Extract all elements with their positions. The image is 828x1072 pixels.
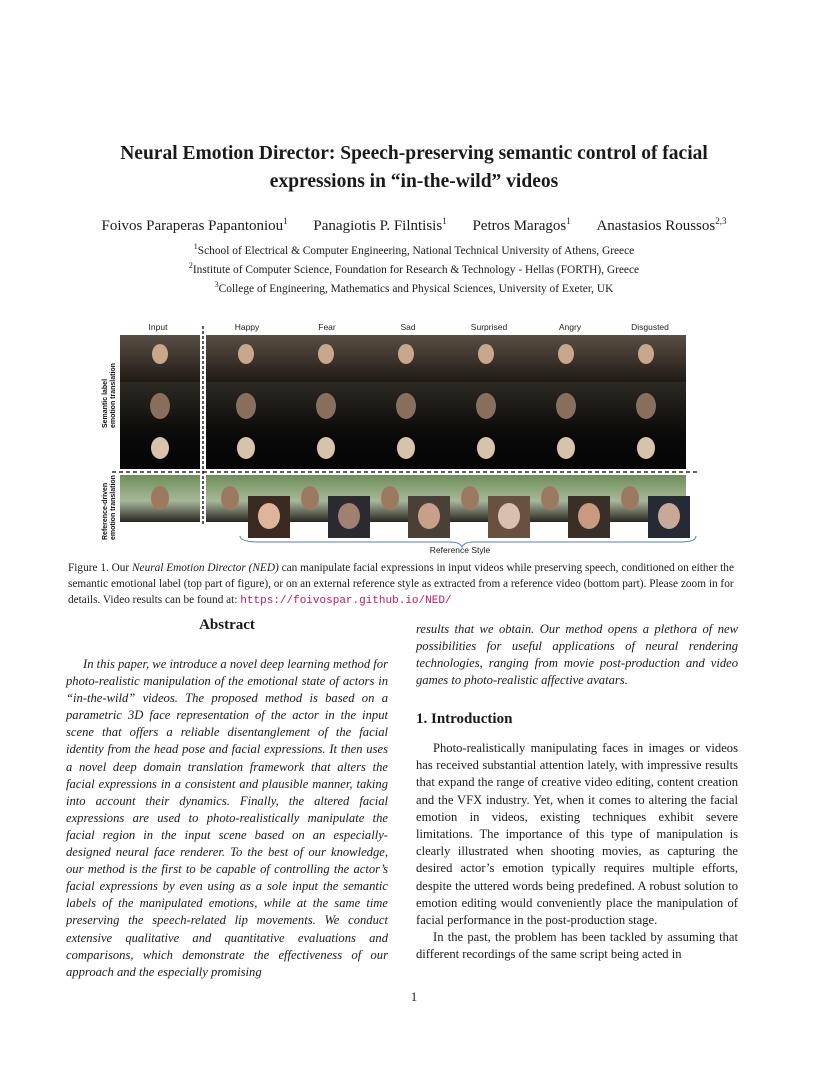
column-label-angry: Angry xyxy=(558,322,582,332)
author: Foivos Paraperas Papantoniou$^1$ xyxy=(101,216,288,234)
column-label-input: Input xyxy=(148,322,168,332)
author-list xyxy=(40,216,788,235)
row-reference-scene xyxy=(120,475,690,538)
introduction-heading: 1. Introduction xyxy=(416,711,513,727)
column-label-disgusted: Disgusted xyxy=(631,322,669,332)
author: Anastasios Roussos$^{2,3}$ xyxy=(596,216,727,234)
intro-paragraph-2: In the past, the problem has been tackled by assuming that different recordings of the same script being acted in xyxy=(416,930,738,962)
page-number: 1 xyxy=(410,990,418,1004)
column-label-sad: Sad xyxy=(400,322,416,332)
figure-caption: Figure 1. Our Neural Emotion Director (NED) can manipulate facial expressions in input videos while preserving speech, conditioned on either the semantic emotional label (top part of figure), or on an external reference style as extracted from a reference video (bottom part). Please zoom in for details. Video results can be found at: https://foivospar.github.io/NED/ xyxy=(68,562,734,607)
row-black-scene xyxy=(120,432,686,469)
row-office-scene xyxy=(120,335,686,382)
row-label-semantic: Semantic label emotion translation xyxy=(102,363,117,428)
intro-paragraph-1: Photo-realistically manipulating faces in images or videos has received substantial attention lately, with impressive results that expand the range of creative video editing, content creation and the VFX industry. Yet, when it comes to altering the facial emotion in videos, existing techniques exhibit severe limitations. The importance of this type of manipulation is clearly illustrated when shooting movies, as capturing the desired actor’s emotion typically requires multiple efforts, despite the uttered words being predefined. A robust solution to emotion editing would conveniently place the manipulation of facial performance in the post-production stage. xyxy=(416,741,738,928)
affiliation: $^3$College of Engineering, Mathematics and Physical Sciences, University of Exeter, UK xyxy=(214,280,614,295)
affiliation: $^1$School of Electrical & Computer Engineering, National Technical University of Athens, Greece xyxy=(193,242,635,257)
affiliation: $^2$Institute of Computer Science, Foundation for Research & Technology - Hellas (FORTH), Greece xyxy=(188,261,640,276)
abstract-continued: results that we obtain. Our method opens a plethora of new possibilities for useful applications of neural rendering technologies, ranging from movie post-production and video games to photo-realistic affective avatars. xyxy=(416,622,738,688)
figure-image-grid xyxy=(100,318,720,558)
paper-title-line-1: Neural Emotion Director: Speech-preserving semantic control of facial xyxy=(120,143,708,164)
abstract-heading: Abstract xyxy=(199,617,255,633)
figure-1 xyxy=(100,318,720,558)
paper-title-line-2: expressions in “in-the-wild” videos xyxy=(269,171,559,192)
author: Petros Maragos$^1$ xyxy=(472,216,571,234)
reference-style-label: Reference Style xyxy=(429,545,491,555)
author: Panagiotis P. Filntisis$^1$ xyxy=(313,216,447,234)
row-label-reference: Reference-driven emotion translation xyxy=(102,475,117,540)
column-label-surprised: Surprised xyxy=(470,322,508,332)
project-url-link[interactable]: https://foivospar.github.io/NED/ xyxy=(240,595,452,607)
abstract-text: In this paper, we introduce a novel deep learning method for photo-realistic manipulation of the emotional state of actors in “in-the-wild” videos. The proposed method is based on a parametric 3D face representation of the actor in the input scene that offers a reliable disentanglement of the facial identity from the head pose and facial expressions. It then uses a novel deep domain translation framework that alters the facial expressions in a consistent and plausible manner, taking into account their dynamics. Finally, the altered facial expressions are used to photo-realistically manipulate the facial region in the input scene based on an especially-designed neural face renderer. To the best of our knowledge, our method is the first to be capable of controlling the actor’s facial expressions by even using as a sole input the semantic labels of the manipulated emotions, while at the same time preserving the speech-related lip movements. We conduct extensive qualitative and quantitative evaluations and comparisons, which demonstrate the effectiveness of our approach and the especially promising xyxy=(66,657,388,979)
column-label-happy: Happy xyxy=(234,322,260,332)
column-label-fear: Fear xyxy=(318,322,336,332)
introduction-text xyxy=(416,740,738,964)
row-dark-scene xyxy=(120,382,686,432)
paper-title xyxy=(60,140,768,196)
